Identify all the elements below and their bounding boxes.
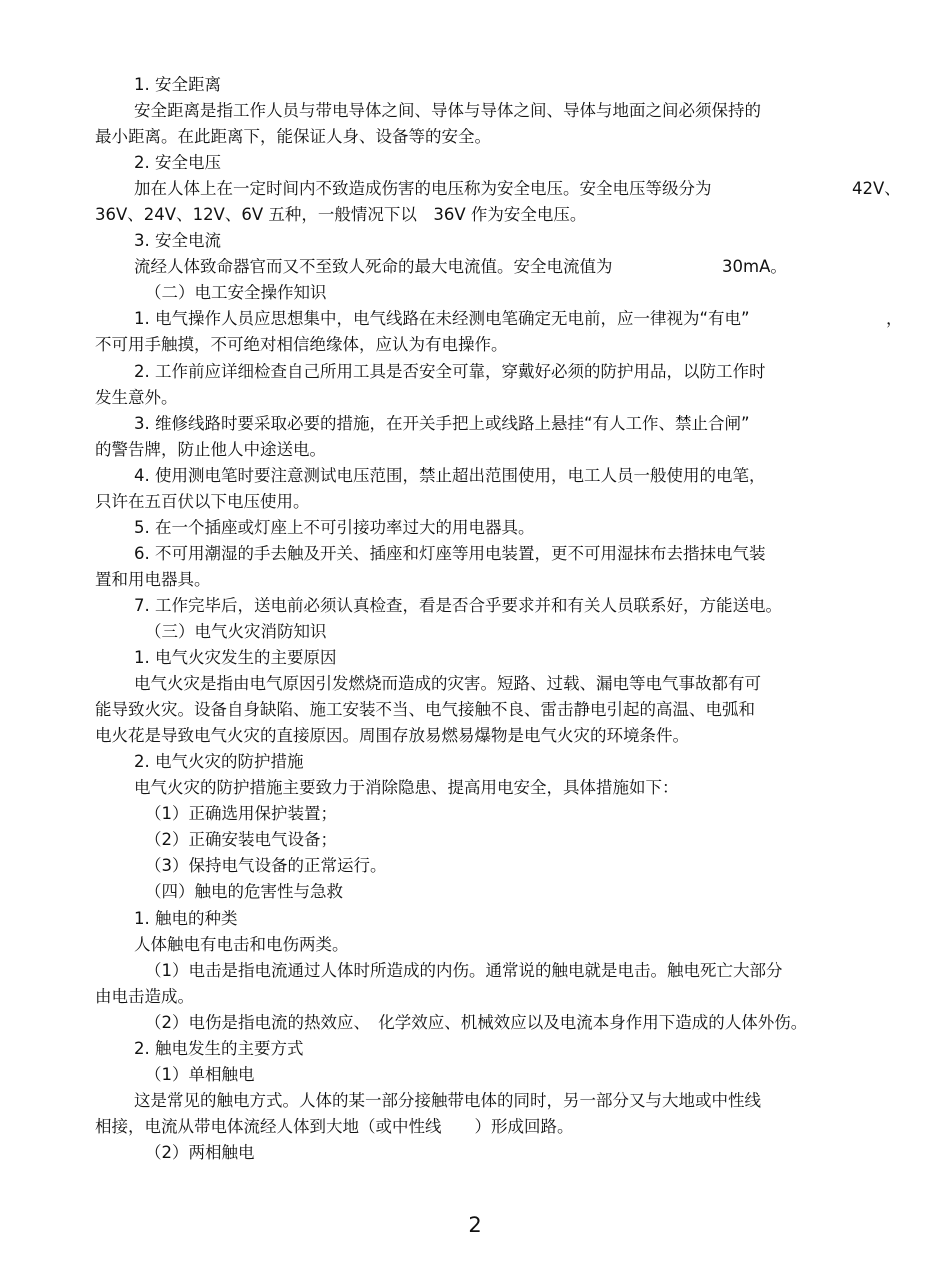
paragraph-line: [0, 98, 950, 124]
line-text: 最小距离。在此距离下，能保证人身、设备等的安全。: [95, 127, 491, 147]
document-body: [0, 72, 950, 1166]
line-text: 置和用电器具。: [95, 569, 211, 589]
line-text: （1）单相触电: [145, 1064, 255, 1084]
paragraph-line: [0, 463, 950, 489]
subsection-heading: [0, 906, 950, 932]
paragraph-line: [0, 489, 950, 515]
line-text: 7. 工作完毕后，送电前必须认真检查，看是否合乎要求并和有关人员联系好，方能送电。: [134, 595, 782, 615]
line-text: 1. 安全距离: [134, 75, 221, 94]
paragraph-line: [0, 437, 950, 463]
line-text: 4. 使用测电笔时要注意测试电压范围，禁止超出范围使用，电工人员一般使用的电笔，: [134, 465, 766, 485]
heading-safety-distance: [0, 72, 950, 98]
section-heading: [0, 280, 950, 306]
line-text: 电气火灾的防护措施主要致力于消除隐患、提高用电安全，具体措施如下：: [134, 778, 679, 798]
list-item: [0, 1140, 950, 1166]
line-text: （二）电工安全操作知识: [145, 283, 327, 303]
list-item: [0, 801, 950, 827]
paragraph-line: [0, 567, 950, 593]
paragraph-line: [0, 359, 950, 385]
line-text: 发生意外。: [95, 387, 178, 407]
line-text: （三）电气火灾消防知识: [145, 621, 327, 641]
line-text: 这是常见的触电方式。人体的某一部分接触带电体的同时，另一部分又与大地或中性线: [134, 1090, 761, 1110]
line-text: 2. 触电发生的主要方式: [134, 1038, 304, 1058]
list-item: [0, 958, 950, 984]
paragraph-line: [0, 176, 950, 202]
line-text: 2. 工作前应详细检查自己所用工具是否安全可靠，穿戴好必须的防护用品，以防工作时: [134, 361, 766, 381]
line-text: 相接，电流从带电体流经人体到大地（或中性线 ）形成回路。: [95, 1116, 574, 1136]
paragraph-line: [0, 671, 950, 697]
line-text: （1）正确选用保护装置；: [145, 804, 337, 824]
paragraph-line: [0, 254, 950, 280]
line-text: （2）两相触电: [145, 1142, 255, 1162]
line-text: 2. 安全电压: [134, 153, 221, 173]
heading-safety-voltage: [0, 150, 950, 176]
paragraph-line: [0, 332, 950, 358]
paragraph-line: [0, 515, 950, 541]
line-text: （四）触电的危害性与急救: [145, 882, 343, 902]
paragraph-line: [0, 775, 950, 801]
section-heading: [0, 879, 950, 905]
section-heading: [0, 619, 950, 645]
line-text: 36V、24V、12V、6V 五种，一般情况下以 36V 作为安全电压。: [95, 205, 587, 225]
line-text: 2. 电气火灾的防护措施: [134, 752, 304, 772]
paragraph-line: [0, 593, 950, 619]
line-text: 1. 电气操作人员应思想集中，电气线路在未经测电笔确定无电前，应一律视为“有电”: [134, 309, 750, 329]
line-text: 3. 维修线路时要采取必要的措施，在开关手把上或线路上悬挂“有人工作、禁止合闸”: [134, 413, 750, 433]
paragraph-line: [0, 1088, 950, 1114]
line-text: 安全距离是指工作人员与带电导体之间、导体与导体之间、导体与地面之间必须保持的: [134, 101, 761, 121]
paragraph-line: [0, 723, 950, 749]
line-text: 能导致火灾。设备自身缺陷、施工安装不当、电气接触不良、雷击静电引起的高温、电弧和: [95, 700, 755, 720]
line-text: 不可用手触摸，不可绝对相信绝缘体，应认为有电操作。: [95, 335, 508, 355]
line-text: （1）电击是指电流通过人体时所造成的内伤。通常说的触电就是电击。触电死亡大部分: [145, 960, 783, 980]
line-text-continuation: 42V、: [852, 179, 901, 199]
line-text: 人体触电有电击和电伤两类。: [134, 934, 349, 954]
line-text: 3. 安全电流: [134, 231, 221, 251]
line-text-continuation: ，: [886, 309, 903, 329]
paragraph-line: [0, 306, 950, 332]
line-text: （2）正确安装电气设备；: [145, 830, 337, 850]
paragraph-line: [0, 202, 950, 228]
paragraph-line: [0, 385, 950, 411]
line-text: 加在人体上在一定时间内不致造成伤害的电压称为安全电压。安全电压等级分为: [134, 179, 712, 199]
paragraph-line: [0, 411, 950, 437]
page-number: 2: [468, 1213, 482, 1237]
subsection-heading: [0, 1036, 950, 1062]
line-text: 6. 不可用潮湿的手去触及开关、插座和灯座等用电装置，更不可用湿抹布去揩抹电气装: [134, 543, 766, 563]
subsection-heading: [0, 749, 950, 775]
line-text: （2）电伤是指电流的热效应、 化学效应、机械效应以及电流本身作用下造成的人体外伤。: [145, 1012, 808, 1032]
list-item: [0, 853, 950, 879]
line-text: （3）保持电气设备的正常运行。: [145, 856, 387, 876]
line-text-continuation: 30mA。: [722, 257, 787, 277]
list-item: [0, 1010, 950, 1036]
paragraph-line: [0, 124, 950, 150]
paragraph-line: [0, 932, 950, 958]
list-item: [0, 1062, 950, 1088]
subsection-heading: [0, 645, 950, 671]
line-text: 电火花是导致电气火灾的直接原因。周围存放易燃易爆物是电气火灾的环境条件。: [95, 726, 689, 746]
line-text: 的警告牌，防止他人中途送电。: [95, 439, 326, 459]
line-text: 5. 在一个插座或灯座上不可引接功率过大的用电器具。: [134, 517, 535, 537]
line-text: 1. 电气火灾发生的主要原因: [134, 648, 337, 668]
line-text: 只许在五百伏以下电压使用。: [95, 491, 310, 511]
line-text: 由电击造成。: [95, 986, 194, 1006]
line-text: 电气火灾是指由电气原因引发燃烧而造成的灾害。短路、过载、漏电等电气事故都有可: [134, 674, 761, 694]
paragraph-line: [0, 697, 950, 723]
line-text: 流经人体致命器官而又不至致人死命的最大电流值。安全电流值为: [134, 257, 613, 277]
heading-safety-current: [0, 228, 950, 254]
paragraph-line: [0, 541, 950, 567]
list-item: [0, 827, 950, 853]
paragraph-line: [0, 1114, 950, 1140]
paragraph-line: [0, 984, 950, 1010]
line-text: 1. 触电的种类: [134, 908, 238, 928]
